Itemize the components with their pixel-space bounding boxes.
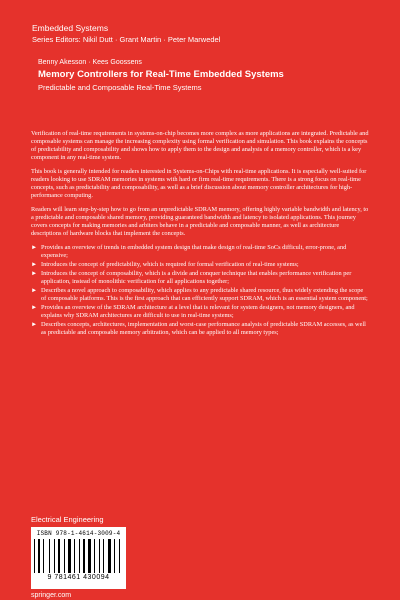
barcode-bar bbox=[83, 539, 85, 573]
blurb-paragraph: Readers will learn step-by-step how to go from an unpredictable SDRAM memory, offering highly variable bandwidth and latency, to a predictable and composable shared memory, providing guaranteed bandwidth and latency to isolated applications. This journey covers concepts for making memories and arbiters behave in a predictable and composable manner, as well as architecture descriptions of hardware blocks that implement the concepts. bbox=[31, 206, 369, 237]
bullet-arrow-icon: ► bbox=[31, 321, 38, 328]
barcode-bar bbox=[103, 539, 104, 573]
barcode-number: 9 781461 430094 bbox=[47, 574, 110, 581]
feature-text: Introduces the concept of composability, which is a divide and conquer technique that enables performance verification per application, instead of monolithic verification for all applications together; bbox=[41, 270, 352, 285]
barcode-bar bbox=[112, 539, 113, 573]
feature-list-item bbox=[31, 244, 369, 260]
barcode-bar bbox=[43, 539, 44, 573]
barcode-bar bbox=[56, 539, 57, 573]
bullet-arrow-icon: ► bbox=[31, 304, 38, 311]
barcode-bar bbox=[121, 539, 122, 573]
feature-list-item bbox=[31, 287, 369, 303]
bullet-arrow-icon: ► bbox=[31, 287, 38, 294]
barcode-bars bbox=[34, 539, 123, 573]
feature-text: Provides an overview of the SDRAM architecture at a level that is relevant for system designers, not memory designers, and explains why SDRAM architectures are difficult to use in real-time systems; bbox=[41, 304, 355, 319]
series-block bbox=[32, 23, 220, 45]
barcode-bar bbox=[34, 539, 35, 573]
barcode-bar bbox=[49, 539, 50, 573]
subject-category: Electrical Engineering bbox=[31, 515, 104, 524]
barcode-bar bbox=[96, 539, 98, 573]
barcode-bar bbox=[105, 539, 107, 573]
book-header bbox=[38, 58, 284, 93]
barcode-bar bbox=[114, 539, 115, 573]
bullet-arrow-icon: ► bbox=[31, 244, 38, 251]
feature-list-item bbox=[31, 321, 369, 337]
blurb bbox=[31, 130, 369, 338]
barcode-bar bbox=[51, 539, 53, 573]
book-subtitle: Predictable and Composable Real-Time Systems bbox=[38, 83, 202, 92]
blurb-paragraph: This book is generally intended for readers interested in Systems-on-Chips with real-time applications. It is especially well-suited for readers looking to use SDRAM memories in systems with hard or firm real-time requirements. There is a strong focus on real-time concepts, such as predictability and composability, as well as a brief discussion about memory controller architectures for high-performance computing. bbox=[31, 168, 367, 199]
publisher-url: springer.com bbox=[31, 592, 72, 599]
barcode-bar bbox=[94, 539, 95, 573]
barcode-bar bbox=[99, 539, 100, 573]
barcode-bar bbox=[66, 539, 67, 573]
barcode-bar bbox=[61, 539, 63, 573]
back-cover-footer bbox=[31, 515, 151, 599]
barcode-bar bbox=[64, 539, 65, 573]
barcode-bar bbox=[68, 539, 71, 573]
bullet-arrow-icon: ► bbox=[31, 261, 38, 268]
barcode-bar bbox=[36, 539, 37, 573]
barcode-bar bbox=[92, 539, 93, 573]
barcode-bar bbox=[116, 539, 118, 573]
book-title: Memory Controllers for Real-Time Embedded Systems bbox=[38, 69, 284, 80]
barcode-bar bbox=[108, 539, 111, 573]
barcode-bar bbox=[76, 539, 78, 573]
barcode-box bbox=[31, 527, 126, 589]
barcode-bar bbox=[101, 539, 102, 573]
series-title: Embedded Systems bbox=[32, 23, 109, 33]
feature-list bbox=[31, 244, 369, 337]
barcode-bar bbox=[38, 539, 40, 573]
feature-text: Describes a novel approach to composability, which applies to any predictable shared resource, thus widely extending the scope of composable platforms. This is the first approach that can efficiently support SDRAM, which is an essential system component; bbox=[41, 287, 368, 302]
barcode-bar bbox=[45, 539, 48, 573]
barcode-bar bbox=[81, 539, 82, 573]
barcode-bar bbox=[74, 539, 75, 573]
barcode-bar bbox=[86, 539, 87, 573]
barcode-bar bbox=[58, 539, 60, 573]
barcode-bar bbox=[54, 539, 55, 573]
feature-text: Describes concepts, architectures, implementation and worst-case performance analysis of predictable SDRAM accesses, as well as predictable and composable memory arbitration, which can be applied to all memory types; bbox=[41, 321, 366, 336]
series-editors: Series Editors: Nikil Dutt · Grant Martin · Peter Marwedel bbox=[32, 35, 221, 44]
barcode-bar bbox=[41, 539, 42, 573]
feature-text: Introduces the concept of predictability, which is required for formal verification of real-time systems; bbox=[41, 261, 299, 268]
barcode-bar bbox=[119, 539, 120, 573]
blurb-paragraph: Verification of real-time requirements in systems-on-chip becomes more complex as more applications are integrated. Predictable and composable systems can manage the increasing complexity using formal verification and simulation. This book explains the concepts of predictability and composability and shows how to apply them to the design and analysis of a memory controller, which is a key component in any real-time system. bbox=[31, 130, 369, 161]
barcode-bar bbox=[72, 539, 73, 573]
bullet-arrow-icon: ► bbox=[31, 270, 38, 277]
feature-text: Provides an overview of trends in embedded system design that make design of real-time SoCs difficult, error-prone, and expensive; bbox=[41, 244, 347, 259]
barcode-bar bbox=[79, 539, 80, 573]
feature-list-item bbox=[31, 304, 369, 320]
isbn-text: ISBN 978-1-4614-3009-4 bbox=[36, 530, 121, 537]
book-authors: Benny Akesson · Kees Goossens bbox=[38, 59, 142, 66]
feature-list-item bbox=[31, 261, 369, 269]
barcode-bar bbox=[88, 539, 91, 573]
feature-list-item bbox=[31, 270, 369, 286]
